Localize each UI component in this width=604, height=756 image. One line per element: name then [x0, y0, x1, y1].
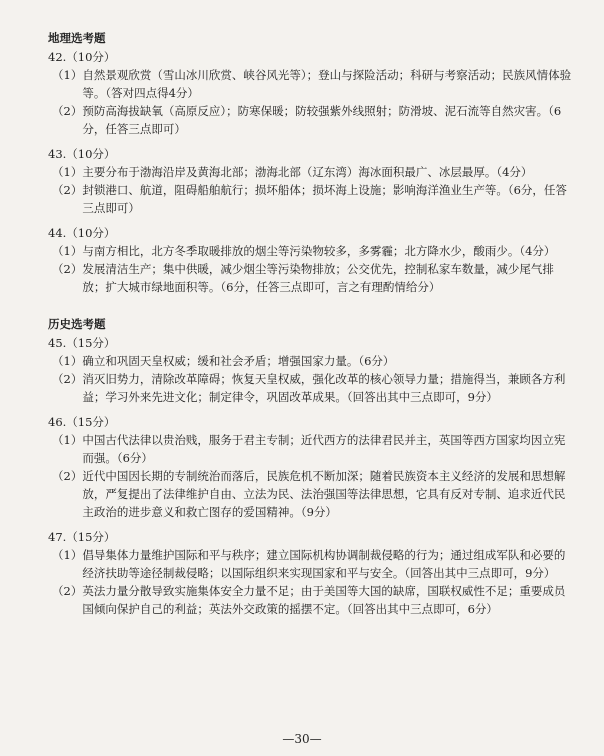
answer-item: [48, 181, 576, 217]
answer-item-number: （1）: [52, 548, 83, 562]
answer-item: [48, 370, 576, 406]
answer-item-number: （1）: [52, 244, 83, 258]
answer-item-text: 确立和巩固天皇权威；缓和社会矛盾；增强国家力量。（6分）: [82, 354, 395, 368]
question-block: [48, 49, 576, 138]
question-block: [48, 529, 576, 618]
answer-item-text: 预防高海拔缺氧（高原反应）；防寒保暖；防较强紫外线照射；防滑坡、泥石流等自然灾害。（6分，任答三点即可）: [82, 104, 562, 136]
answer-item-number: （1）: [52, 165, 83, 179]
question-block: [48, 146, 576, 217]
answer-item-text: 封锁港口、航道，阻碍船舶航行；损坏船体；损坏海上设施；影响海洋渔业生产等。（6分，任答三点即可）: [82, 183, 567, 215]
answer-item: [48, 431, 576, 467]
answer-item: [48, 546, 576, 582]
answer-item: [48, 242, 576, 260]
section-title: 地理选考题: [48, 31, 106, 45]
question-header: 42.（10分）: [48, 50, 116, 64]
answer-item-text: 与南方相比，北方冬季取暖排放的烟尘等污染物较多，多雾霾；北方降水少，酸雨少。（4分）: [82, 244, 556, 258]
answer-item-text: 发展清洁生产；集中供暖，减少烟尘等污染物排放；公交优先，控制私家车数量，减少尾气排放；扩大城市绿地面积等。（6分，任答三点即可，言之有理酌情给分）: [82, 262, 554, 294]
answer-item-text: 英法力量分散导致实施集体安全力量不足；由于美国等大国的缺席，国联权威性不足；重要成员国倾向保护自己的利益；英法外交政策的摇摆不定。（回答出其中三点即可，6分）: [82, 584, 566, 616]
answer-item: [48, 582, 576, 618]
answer-item: [48, 102, 576, 138]
section-title: 历史选考题: [48, 317, 106, 331]
page-number: —30—: [282, 732, 322, 746]
answer-item-text: 消灭旧势力，清除改革障碍；恢复天皇权威，强化改革的核心领导力量；措施得当，兼顾各方利益；学习外来先进文化；制定律令，巩固改革成果。（回答出其中三点即可，9分）: [82, 372, 566, 404]
answer-item-text: 近代中国因长期的专制统治而落后，民族危机不断加深；随着民族资本主义经济的发展和思想解放，严复提出了法律维护自由、立法为民、法治强国等法律思想，它具有反对专制、追求近代民主政治的进步意义和救亡图存的爱国精神。（9分）: [82, 469, 566, 519]
answer-item-number: （1）: [52, 354, 83, 368]
question-header: 43.（10分）: [48, 147, 116, 161]
answer-item-text: 中国古代法律以贵治贱，服务于君主专制；近代西方的法律君民并主，英国等西方国家均因立宪而强。（6分）: [82, 433, 566, 465]
answer-item-number: （2）: [52, 584, 83, 598]
answer-content: [48, 30, 576, 618]
answer-item-number: （2）: [52, 372, 83, 386]
question-header: 46.（15分）: [48, 415, 116, 429]
question-block: [48, 335, 576, 406]
answer-item: [48, 467, 576, 521]
answer-item: [48, 66, 576, 102]
answer-item-number: （1）: [52, 433, 83, 447]
answer-item-text: 主要分布于渤海沿岸及黄海北部；渤海北部（辽东湾）海冰面积最广、冰层最厚。（4分）: [82, 165, 533, 179]
question-header: 47.（15分）: [48, 530, 116, 544]
answer-item: [48, 260, 576, 296]
answer-item: [48, 352, 576, 370]
answer-item-number: （2）: [52, 469, 83, 483]
answer-item-number: （2）: [52, 183, 83, 197]
answer-item-number: （1）: [52, 68, 83, 82]
question-block: [48, 414, 576, 521]
answer-item-number: （2）: [52, 104, 83, 118]
answer-item-text: 自然景观欣赏（雪山冰川欣赏、峡谷风光等）；登山与探险活动；科研与考察活动；民族风情体验等。（答对四点得4分）: [82, 68, 572, 100]
question-block: [48, 225, 576, 296]
answer-item-number: （2）: [52, 262, 83, 276]
question-header: 45.（15分）: [48, 336, 116, 350]
section-gap: [48, 304, 576, 316]
answer-item: [48, 163, 576, 181]
answer-item-text: 倡导集体力量维护国际和平与秩序；建立国际机构协调制裁侵略的行为；通过组成军队和必要的经济扶助等途径制裁侵略；以国际组织来实现国家和平与安全。（回答出其中三点即可，9分）: [82, 548, 566, 580]
question-header: 44.（10分）: [48, 226, 116, 240]
